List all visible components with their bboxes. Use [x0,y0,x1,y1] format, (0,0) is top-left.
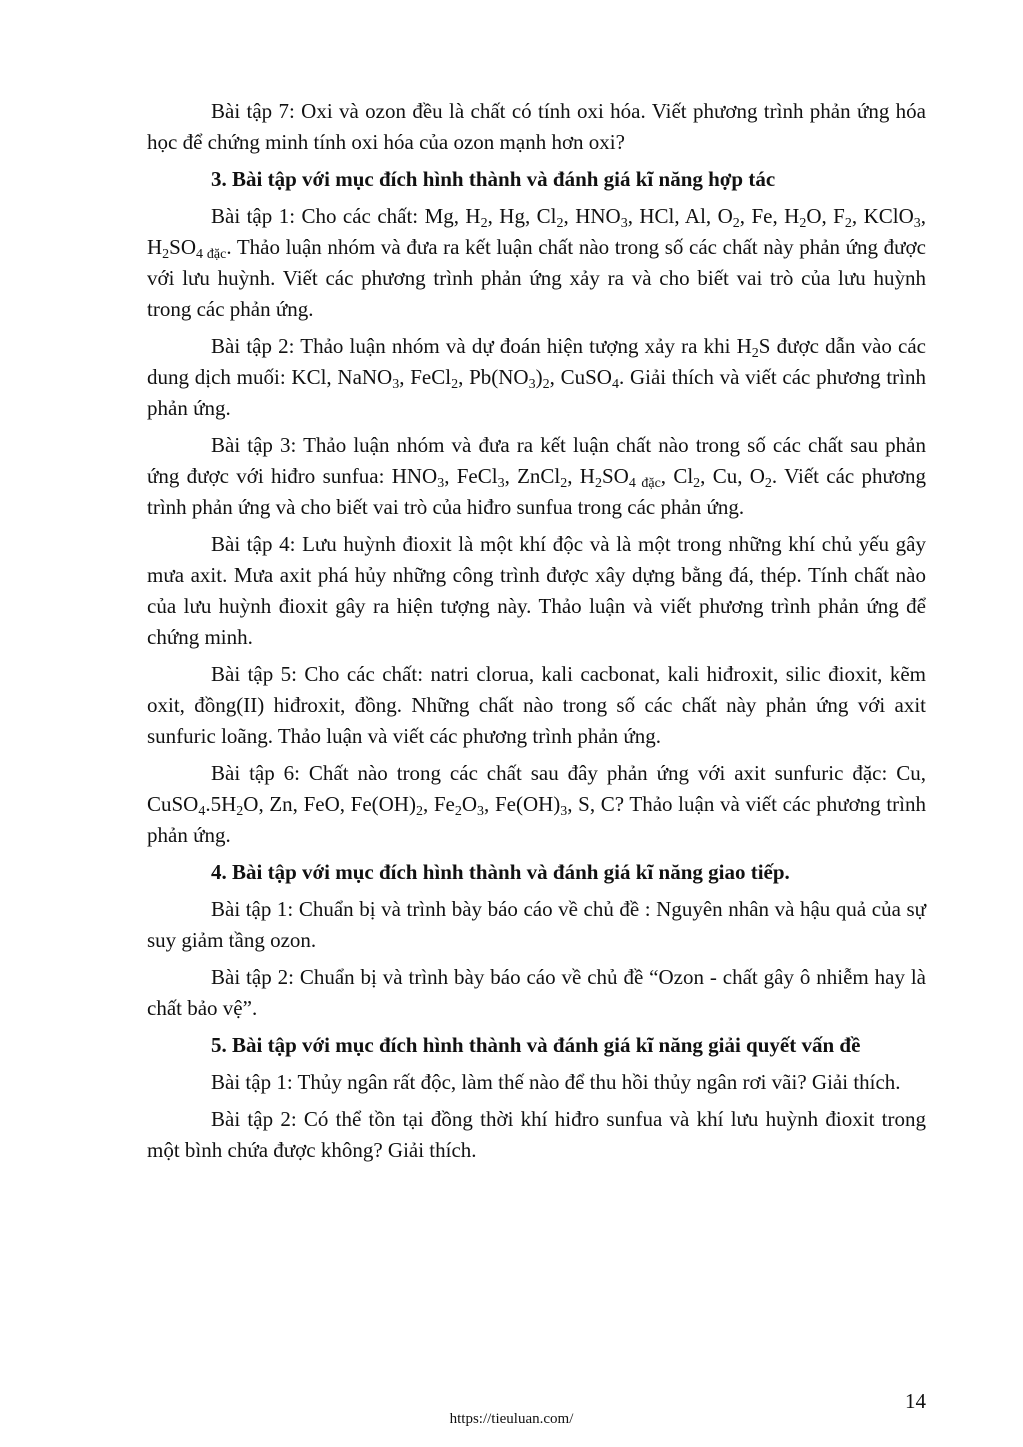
text-run: , H [147,204,926,259]
subscript: 3 [437,476,445,491]
paragraph [147,331,926,424]
text-run: , HCl, Al, O [627,204,733,228]
section-heading [147,1030,926,1061]
text-run: Bài tập 1: Thủy ngân rất độc, làm thế nào để thu hồi thủy ngân rơi vãi? Giải thích. [211,1070,901,1094]
subscript: 2 [799,216,807,231]
text-run: , Fe(OH) [484,792,561,816]
section-heading [147,164,926,195]
paragraph [147,1067,926,1098]
subscript: 2 [764,476,772,491]
text-run: , S, C? Thảo luận và viết các phương trình phản ứng. [147,792,927,847]
subscript: 2 [542,377,550,392]
section-heading [147,857,926,888]
paragraph [147,659,926,752]
subscript: 2 [162,247,170,262]
text-run: . Viết các phương trình phản ứng và cho biết vai trò của hiđro sunfua trong các phản ứng. [147,464,926,519]
text-run: O [461,792,478,816]
text-run: SO [169,235,197,259]
subscript: 3 [620,216,628,231]
text-run: Bài tập 1: Cho các chất: Mg, H [211,204,481,228]
subscript: 4 [198,804,206,819]
text-run: 3. Bài tập với mục đích hình thành và đánh giá kĩ năng hợp tác [211,167,776,191]
text-run: , Fe [422,792,455,816]
subscript: 4 đặc [196,247,227,262]
paragraph [147,96,926,158]
text-run: Bài tập 2: Chuẩn bị và trình bày báo cáo về chủ đề “Ozon - chất gây ô nhiễm hay là chất bảo vệ”. [147,965,926,1020]
subscript: 2 [560,476,568,491]
text-run: O, F [806,204,845,228]
text-run: . Giải thích và viết các phương trình phản ứng. [147,365,927,420]
text-run: Bài tập 3: Thảo luận nhóm và đưa ra kết luận chất nào trong số các chất sau phản ứng được với hiđro sunfua: HNO [147,433,926,488]
paragraph [147,1104,926,1166]
subscript: 2 [844,216,852,231]
text-run: Bài tập 4: Lưu huỳnh đioxit là một khí độc và là một trong những khí chủ yếu gây mưa axit. Mưa axit phá hủy những công trình được xây dựng bằng đá, thép. Tính chất nào của lưu huỳnh đioxit gây ra hiện tượng này. Thảo luận và viết phương trình phản ứng để chứng minh. [147,532,926,649]
subscript: 3 [528,377,536,392]
text-run: , FeCl [399,365,452,389]
subscript: 2 [451,377,459,392]
page-number: 14 [905,1389,926,1413]
text-run: Bài tập 2: Có thể tồn tại đồng thời khí hiđro sunfua và khí lưu huỳnh đioxit trong một bình chứa được không? Giải thích. [147,1107,926,1162]
text-run: S được dẫn vào các dung dịch muối: KCl, NaNO [147,334,927,389]
subscript: 3 [913,216,921,231]
document-body [147,96,926,1172]
text-run: Bài tập 1: Chuẩn bị và trình bày báo cáo về chủ đề : Nguyên nhân và hậu quả của sự suy giảm tầng ozon. [147,897,926,952]
footer-url[interactable]: https://tieuluan.com/ [449,1411,574,1427]
text-run: .5H [205,792,237,816]
text-run: 4. Bài tập với mục đích hình thành và đánh giá kĩ năng giao tiếp. [211,860,790,884]
subscript: 2 [751,346,759,361]
paragraph [147,201,926,325]
subscript: 3 [560,804,568,819]
subscript: 2 [236,804,244,819]
subscript: 3 [497,476,505,491]
text-run: , KClO [851,204,914,228]
subscript: 2 [732,216,740,231]
paragraph [147,430,926,523]
subscript: 4 đặc [628,476,661,491]
subscript: 2 [480,216,488,231]
subscript: 2 [454,804,462,819]
paragraph [147,962,926,1024]
subscript: 3 [477,804,485,819]
text-run: , Cu, O [700,464,765,488]
text-run: 5. Bài tập với mục đích hình thành và đánh giá kĩ năng giải quyết vấn đề [211,1033,861,1057]
text-run: ) [535,365,543,389]
subscript: 2 [415,804,423,819]
text-run: , HNO [563,204,621,228]
text-run: , H [567,464,595,488]
text-run: Bài tập 6: Chất nào trong các chất sau đây phản ứng với axit sunfuric đặc: Cu, CuSO [147,761,926,816]
text-run: , ZnCl [504,464,561,488]
text-run: O, Zn, FeO, Fe(OH) [243,792,416,816]
subscript: 2 [556,216,564,231]
text-run: , Hg, Cl [487,204,557,228]
text-run: SO [601,464,629,488]
text-run: , Pb(NO [458,365,529,389]
text-run: Bài tập 7: Oxi và ozon đều là chất có tính oxi hóa. Viết phương trình phản ứng hóa học để chứng minh tính oxi hóa của ozon mạnh hơn oxi? [147,99,926,154]
subscript: 2 [594,476,602,491]
text-run: Bài tập 5: Cho các chất: natri clorua, kali cacbonat, kali hiđroxit, silic đioxit, kẽm oxit, đồng(II) hiđroxit, đồng. Những chất nào trong số các chất này phản ứng với axit sunfuric loãng. Thảo luận và viết các phương trình phản ứng. [147,662,926,748]
text-run: , Cl [660,464,694,488]
text-run: . Thảo luận nhóm và đưa ra kết luận chất nào trong số các chất này phản ứng được với lưu huỳnh. Viết các phương trình phản ứng xảy ra và cho biết vai trò của lưu huỳnh trong các phản ứng. [147,235,926,321]
text-run: Bài tập 2: Thảo luận nhóm và dự đoán hiện tượng xảy ra khi H [211,334,752,358]
paragraph [147,894,926,956]
text-run: , Fe, H [739,204,800,228]
text-run: , CuSO [549,365,612,389]
paragraph [147,758,926,851]
paragraph [147,529,926,653]
subscript: 3 [392,377,400,392]
subscript: 4 [611,377,619,392]
subscript: 2 [693,476,701,491]
text-run: , FeCl [444,464,498,488]
